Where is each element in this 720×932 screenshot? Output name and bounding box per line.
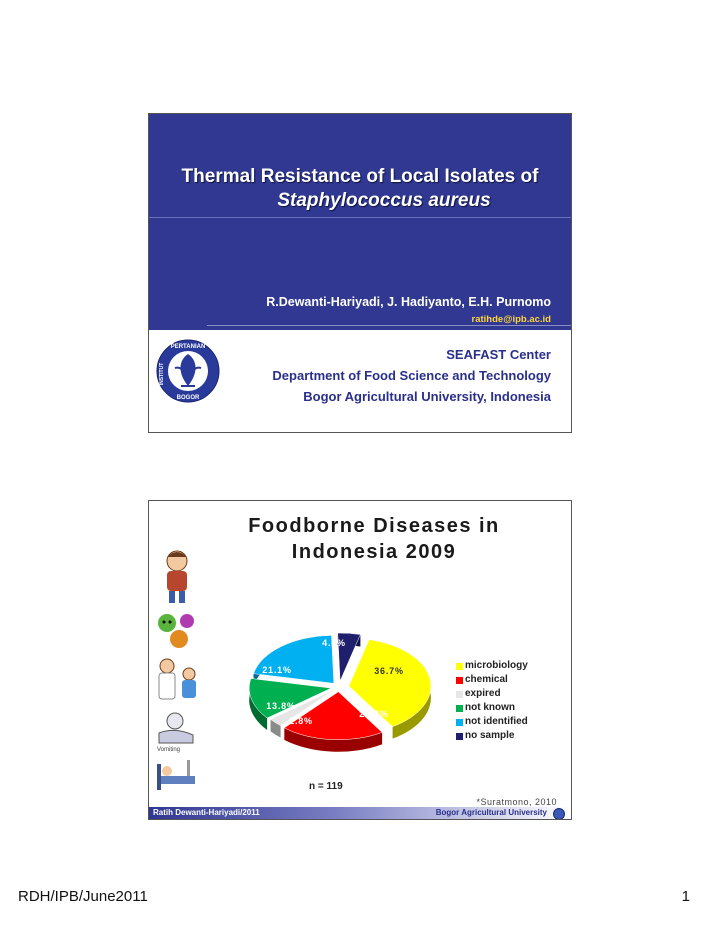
legend-swatch: [456, 719, 463, 726]
banner-divider: [207, 325, 571, 326]
legend-label: chemical: [465, 674, 508, 685]
sick-child-clipart-icon: [153, 547, 203, 605]
page-number: 1: [681, 888, 690, 905]
department-name: Department of Food Science and Technology: [272, 368, 551, 383]
legend-item-not-identified: [456, 715, 528, 729]
pie-label-chemical: 20.2%: [359, 709, 389, 719]
germs-clipart-icon: [153, 611, 201, 651]
hospital-bed-clipart-icon: [153, 756, 199, 796]
author-email: ratihde@ipb.ac.id: [471, 314, 551, 325]
legend-swatch: [456, 705, 463, 712]
legend-label: not known: [465, 702, 515, 713]
title-divider: [149, 217, 571, 218]
university-name: Bogor Agricultural University, Indonesia: [303, 389, 551, 404]
pie-label-not-known: 13.8%: [266, 701, 296, 711]
chart-slide: [148, 500, 572, 820]
chart-title-line1: Foodborne Diseases in: [248, 515, 500, 537]
legend-label: no sample: [465, 730, 515, 741]
legend-item-expired: [456, 687, 528, 701]
footer-logo-icon: [553, 808, 565, 820]
pie-label-microbiology: 36.7%: [374, 666, 404, 676]
page-footer-label: RDH/IPB/June2011: [18, 888, 148, 905]
legend-swatch: [456, 691, 463, 698]
legend-swatch: [456, 677, 463, 684]
slide-footer: [149, 807, 571, 819]
title-slide: [148, 113, 572, 433]
pie-chart: [239, 629, 449, 769]
legend-label: not identified: [465, 716, 528, 727]
ipb-logo-icon: [155, 338, 221, 404]
slide-title-line1: Thermal Resistance of Local Isolates of: [181, 166, 539, 187]
title-banner: [149, 114, 571, 330]
pie-label-no-sample: 4.4%: [322, 638, 346, 648]
logo-text-left: INSTITUT: [159, 362, 165, 386]
center-name: SEAFAST Center: [446, 347, 551, 362]
mother-child-clipart-icon: [153, 656, 203, 706]
legend-item-not-known: [456, 701, 528, 715]
legend-item-chemical: [456, 673, 528, 687]
logo-text-top: PERTANIAN: [170, 344, 206, 350]
vomiting-caption: Vomiting: [157, 747, 181, 753]
pie-label-not-identified: 21.1%: [262, 665, 292, 675]
authors: R.Dewanti-Hariyadi, J. Hadiyanto, E.H. Purnomo: [266, 295, 551, 309]
legend-item-no-sample: [456, 729, 528, 743]
logo-text-bottom: BOGOR: [176, 395, 200, 401]
pie-label-expired: 2.8%: [289, 716, 313, 726]
legend-swatch: [456, 663, 463, 670]
slide-title-line2: Staphylococcus aureus: [277, 190, 491, 211]
legend-item-microbiology: [456, 659, 528, 673]
chart-legend: [456, 659, 528, 743]
legend-label: microbiology: [465, 660, 528, 671]
vomiting-clipart-icon: [153, 709, 203, 753]
legend-label: expired: [465, 688, 501, 699]
legend-swatch: [456, 733, 463, 740]
footer-institution: Bogor Agricultural University: [435, 808, 547, 817]
source-citation: *Suratmono, 2010: [476, 797, 557, 807]
chart-title-line2: Indonesia 2009: [291, 541, 457, 563]
sample-size: n = 119: [309, 781, 343, 792]
footer-author: Ratih Dewanti-Hariyadi/2011: [153, 808, 260, 817]
